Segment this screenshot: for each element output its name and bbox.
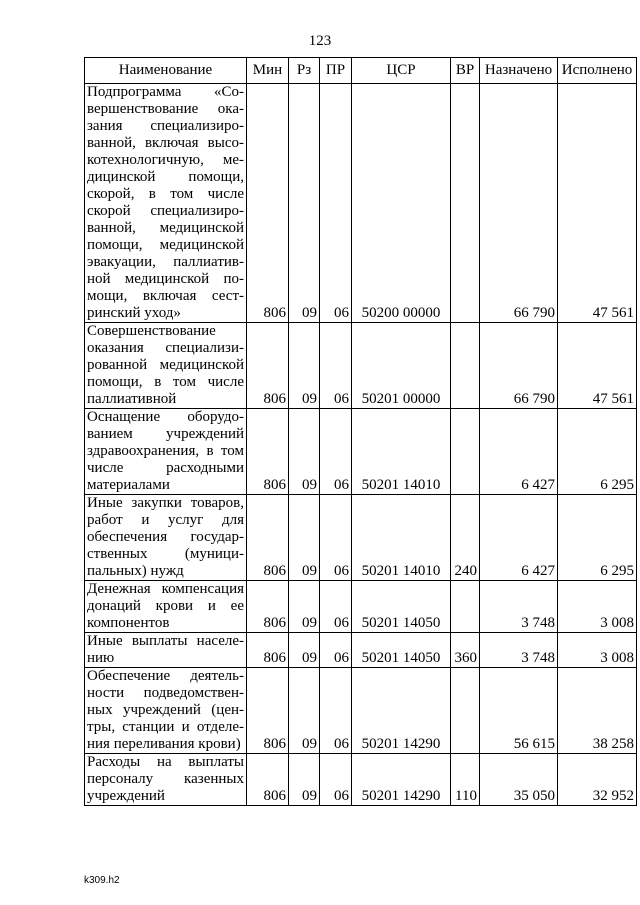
row-name: Денежная компенсация донаций крови и ее компонентов xyxy=(85,581,247,633)
row-planned: 3 748 xyxy=(480,581,558,633)
header-vr: ВР xyxy=(451,58,480,84)
row-planned: 3 748 xyxy=(480,633,558,668)
header-planned: Назначено xyxy=(480,58,558,84)
table-row xyxy=(85,581,637,633)
row-min: 806 xyxy=(247,633,289,668)
table-row xyxy=(85,754,637,806)
table-row xyxy=(85,495,637,581)
row-executed: 3 008 xyxy=(558,581,637,633)
row-min: 806 xyxy=(247,668,289,754)
row-planned: 66 790 xyxy=(480,323,558,409)
row-executed: 6 295 xyxy=(558,495,637,581)
row-name: Иные закупки товаров, работ и услуг для обеспечения государственных (муниципальных) нужд xyxy=(85,495,247,581)
row-pr: 06 xyxy=(320,495,352,581)
row-rz: 09 xyxy=(289,581,320,633)
row-vr xyxy=(451,409,480,495)
row-pr: 06 xyxy=(320,409,352,495)
row-csr: 50201 14010 xyxy=(352,495,451,581)
header-executed: Исполнено xyxy=(558,58,637,84)
row-planned: 6 427 xyxy=(480,409,558,495)
row-vr: 110 xyxy=(451,754,480,806)
row-min: 806 xyxy=(247,84,289,323)
row-name: Иные выплаты населению xyxy=(85,633,247,668)
row-planned: 56 615 xyxy=(480,668,558,754)
row-csr: 50200 00000 xyxy=(352,84,451,323)
row-min: 806 xyxy=(247,581,289,633)
row-name: Подпрограмма «Совершенствование оказания специализированной, включая высокотехнологичную, медицинской помощи, скорой, в том числе скорой специализированной, медицинской помощи, медицинской эвакуации, паллиативной медицинской помощи, включая сестринский уход» xyxy=(85,84,247,323)
row-csr: 50201 14050 xyxy=(352,633,451,668)
row-rz: 09 xyxy=(289,633,320,668)
header-min: Мин xyxy=(247,58,289,84)
footer-code: k309.h2 xyxy=(84,875,120,886)
table-row xyxy=(85,409,637,495)
row-rz: 09 xyxy=(289,668,320,754)
table-row xyxy=(85,84,637,323)
header-csr: ЦСР xyxy=(352,58,451,84)
row-planned: 66 790 xyxy=(480,84,558,323)
row-csr: 50201 14010 xyxy=(352,409,451,495)
row-min: 806 xyxy=(247,495,289,581)
row-pr: 06 xyxy=(320,754,352,806)
row-min: 806 xyxy=(247,323,289,409)
row-pr: 06 xyxy=(320,633,352,668)
row-min: 806 xyxy=(247,409,289,495)
row-executed: 38 258 xyxy=(558,668,637,754)
row-csr: 50201 00000 xyxy=(352,323,451,409)
header-rz: Рз xyxy=(289,58,320,84)
table-row xyxy=(85,668,637,754)
table-row xyxy=(85,633,637,668)
row-name: Оснащение оборудованием учреждений здравоохранения, в том числе расходными материалами xyxy=(85,409,247,495)
row-csr: 50201 14290 xyxy=(352,754,451,806)
row-vr xyxy=(451,668,480,754)
row-pr: 06 xyxy=(320,84,352,323)
row-pr: 06 xyxy=(320,581,352,633)
row-vr: 240 xyxy=(451,495,480,581)
row-pr: 06 xyxy=(320,323,352,409)
budget-table xyxy=(84,57,637,806)
row-vr xyxy=(451,323,480,409)
row-vr xyxy=(451,84,480,323)
row-pr: 06 xyxy=(320,668,352,754)
row-executed: 6 295 xyxy=(558,409,637,495)
table-row xyxy=(85,323,637,409)
row-executed: 3 008 xyxy=(558,633,637,668)
table-header-row xyxy=(85,58,637,84)
row-rz: 09 xyxy=(289,409,320,495)
row-vr: 360 xyxy=(451,633,480,668)
row-planned: 35 050 xyxy=(480,754,558,806)
row-planned: 6 427 xyxy=(480,495,558,581)
row-csr: 50201 14050 xyxy=(352,581,451,633)
row-rz: 09 xyxy=(289,754,320,806)
row-executed: 47 561 xyxy=(558,323,637,409)
row-rz: 09 xyxy=(289,495,320,581)
row-name: Обеспечение деятельности подведомственных учреждений (центры, станции и отделения переливания крови) xyxy=(85,668,247,754)
row-csr: 50201 14290 xyxy=(352,668,451,754)
row-min: 806 xyxy=(247,754,289,806)
row-name: Совершенствование оказания специализированной медицинской помощи, в том числе паллиативной xyxy=(85,323,247,409)
row-rz: 09 xyxy=(289,323,320,409)
row-rz: 09 xyxy=(289,84,320,323)
header-pr: ПР xyxy=(320,58,352,84)
row-name: Расходы на выплаты персоналу казенных учреждений xyxy=(85,754,247,806)
row-executed: 47 561 xyxy=(558,84,637,323)
row-vr xyxy=(451,581,480,633)
page-number: 123 xyxy=(308,33,332,49)
header-name: Наименование xyxy=(85,58,247,84)
row-executed: 32 952 xyxy=(558,754,637,806)
